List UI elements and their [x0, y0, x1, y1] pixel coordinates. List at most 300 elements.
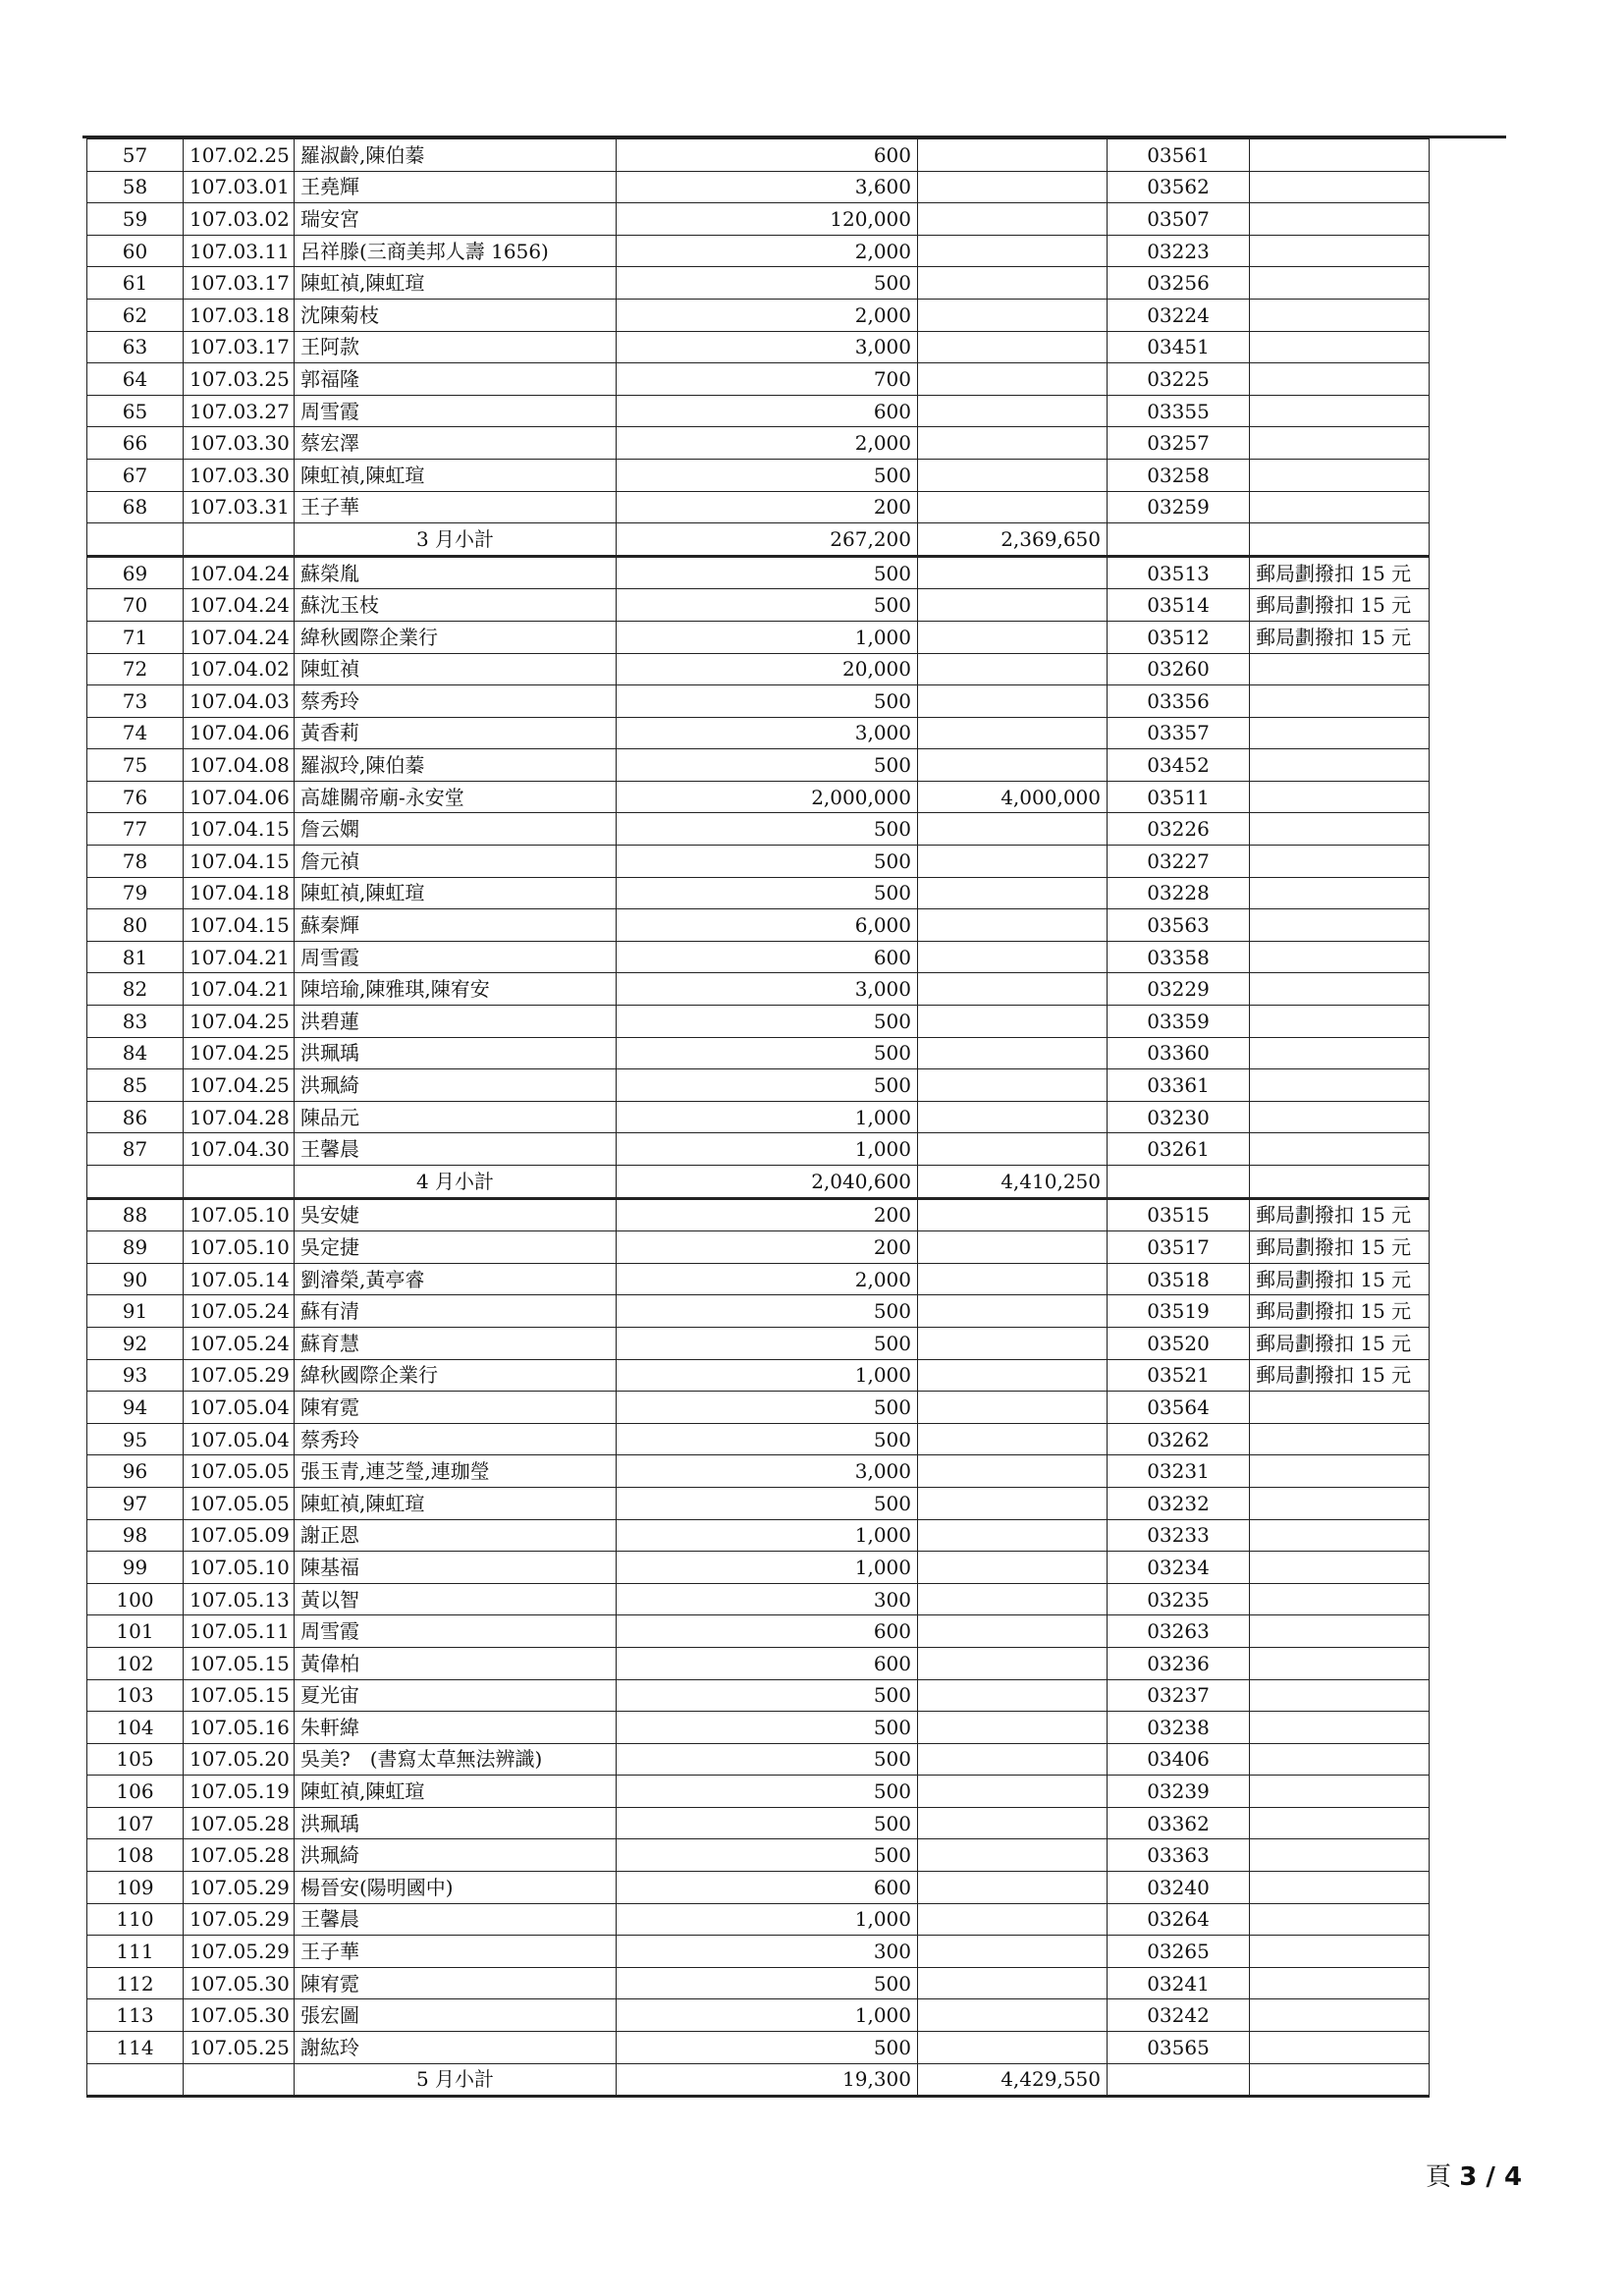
- table-row: [87, 1872, 1430, 1904]
- table-row: [87, 1101, 1430, 1133]
- entry-number: 97: [87, 1487, 184, 1519]
- receipt-number: 03230: [1108, 1101, 1250, 1133]
- entry-date: 107.03.02: [184, 203, 295, 236]
- donor-name: 緯秋國際企業行: [295, 1359, 617, 1392]
- donor-name: 高雄關帝廟-永安堂: [295, 781, 617, 813]
- remark: [1250, 235, 1430, 267]
- table-row: [87, 1615, 1430, 1648]
- donor-name: 陳虹禎,陳虹瑄: [295, 267, 617, 300]
- donation-amount: 2,000,000: [617, 781, 918, 813]
- remark: [1250, 973, 1430, 1006]
- donation-amount: 1,000: [617, 1519, 918, 1552]
- cumulative-total: [918, 1069, 1108, 1102]
- donor-name: 羅淑齡,陳伯蓁: [295, 139, 617, 172]
- cumulative-total: 2,369,650: [918, 523, 1108, 557]
- receipt-number: 03520: [1108, 1327, 1250, 1359]
- donation-amount: 500: [617, 1839, 918, 1872]
- receipt-number: 03258: [1108, 459, 1250, 491]
- entry-number: 67: [87, 459, 184, 491]
- remark: [1250, 427, 1430, 460]
- receipt-number: 03562: [1108, 171, 1250, 203]
- cumulative-total: [918, 1583, 1108, 1615]
- donation-amount: 2,000: [617, 1263, 918, 1295]
- entry-number: 106: [87, 1776, 184, 1808]
- remark: [1250, 267, 1430, 300]
- donation-amount: 500: [617, 1679, 918, 1712]
- remark: [1250, 1487, 1430, 1519]
- entry-number: 81: [87, 941, 184, 973]
- donor-name: 沈陳菊枝: [295, 299, 617, 331]
- entry-number: 110: [87, 1903, 184, 1936]
- entry-number: 75: [87, 749, 184, 782]
- remark: [1250, 1743, 1430, 1776]
- receipt-number: 03224: [1108, 299, 1250, 331]
- receipt-number: 03232: [1108, 1487, 1250, 1519]
- entry-date: 107.04.21: [184, 941, 295, 973]
- donor-name: 洪珮綺: [295, 1069, 617, 1102]
- table-row: [87, 846, 1430, 878]
- remark: [1250, 1519, 1430, 1552]
- donation-amount: 3,000: [617, 1455, 918, 1488]
- subtotal-row: [87, 523, 1430, 557]
- donor-name: 陳虹禎,陳虹瑄: [295, 1487, 617, 1519]
- remark: 郵局劃撥扣 15 元: [1250, 1295, 1430, 1328]
- entry-number: 107: [87, 1807, 184, 1839]
- table-row: [87, 1743, 1430, 1776]
- receipt-number: 03507: [1108, 203, 1250, 236]
- donor-name: 王堯輝: [295, 171, 617, 203]
- remark: [1250, 685, 1430, 718]
- remark: [1250, 941, 1430, 973]
- table-row: [87, 781, 1430, 813]
- receipt-number: 03242: [1108, 1999, 1250, 2032]
- entry-number: 94: [87, 1392, 184, 1424]
- entry-number: 88: [87, 1198, 184, 1231]
- donation-amount: 500: [617, 813, 918, 846]
- entry-date: 107.04.03: [184, 685, 295, 718]
- donor-name: 吳定捷: [295, 1231, 617, 1264]
- table-row: [87, 556, 1430, 589]
- table-row: [87, 1295, 1430, 1328]
- entry-date: 107.04.25: [184, 1006, 295, 1038]
- donor-name: 黃以智: [295, 1583, 617, 1615]
- entry-date: 107.04.15: [184, 846, 295, 878]
- subtotal-label: 4 月小計: [295, 1166, 617, 1199]
- receipt-number: 03521: [1108, 1359, 1250, 1392]
- cumulative-total: [918, 653, 1108, 685]
- entry-number: 105: [87, 1743, 184, 1776]
- donor-name: 王子華: [295, 1936, 617, 1968]
- donation-amount: 1,000: [617, 1133, 918, 1166]
- table-row: [87, 1327, 1430, 1359]
- remark: [1250, 1872, 1430, 1904]
- cumulative-total: [918, 621, 1108, 653]
- cumulative-total: [918, 1839, 1108, 1872]
- receipt-number: 03265: [1108, 1936, 1250, 1968]
- cumulative-total: [918, 1679, 1108, 1712]
- donor-name: 陳虹禎,陳虹瑄: [295, 877, 617, 909]
- entry-number: 109: [87, 1872, 184, 1904]
- remark: 郵局劃撥扣 15 元: [1250, 1263, 1430, 1295]
- table-row: [87, 267, 1430, 300]
- donor-name: 夏光宙: [295, 1679, 617, 1712]
- cumulative-total: [918, 267, 1108, 300]
- donation-amount: 300: [617, 1583, 918, 1615]
- entry-number: 112: [87, 1967, 184, 1999]
- subtotal-row: [87, 2063, 1430, 2097]
- remark: [1250, 1583, 1430, 1615]
- donor-name: 陳虹禎,陳虹瑄: [295, 1776, 617, 1808]
- receipt-number: 03223: [1108, 235, 1250, 267]
- entry-date: 107.03.25: [184, 363, 295, 396]
- cumulative-total: [918, 1455, 1108, 1488]
- donation-amount: 500: [617, 1006, 918, 1038]
- table-row: [87, 653, 1430, 685]
- entry-number: 60: [87, 235, 184, 267]
- table-row: [87, 941, 1430, 973]
- remark: 郵局劃撥扣 15 元: [1250, 1327, 1430, 1359]
- entry-date: 107.05.28: [184, 1839, 295, 1872]
- remark: 郵局劃撥扣 15 元: [1250, 1359, 1430, 1392]
- donor-name: 吳安婕: [295, 1198, 617, 1231]
- remark: [1250, 1776, 1430, 1808]
- cumulative-total: [918, 1101, 1108, 1133]
- receipt-number: 03240: [1108, 1872, 1250, 1904]
- donation-amount: 500: [617, 1967, 918, 1999]
- donor-name: 陳虹禎,陳虹瑄: [295, 459, 617, 491]
- entry-number: 84: [87, 1037, 184, 1069]
- receipt-number: 03356: [1108, 685, 1250, 718]
- entry-number: 86: [87, 1101, 184, 1133]
- entry-date: 107.04.15: [184, 909, 295, 942]
- entry-date: 107.05.09: [184, 1519, 295, 1552]
- cumulative-total: [918, 589, 1108, 622]
- table-row: [87, 1839, 1430, 1872]
- donor-name: 詹云嫻: [295, 813, 617, 846]
- receipt-number: 03261: [1108, 1133, 1250, 1166]
- receipt-number: 03511: [1108, 781, 1250, 813]
- entry-date: 107.04.25: [184, 1069, 295, 1102]
- cumulative-total: [918, 491, 1108, 523]
- donor-name: 洪珮瑀: [295, 1037, 617, 1069]
- donor-name: 羅淑玲,陳伯蓁: [295, 749, 617, 782]
- remark: [1250, 1807, 1430, 1839]
- entry-date: 107.05.30: [184, 1999, 295, 2032]
- table-row: [87, 2032, 1430, 2064]
- entry-date: 107.05.04: [184, 1392, 295, 1424]
- remark: [1250, 1392, 1430, 1424]
- entry-number: 101: [87, 1615, 184, 1648]
- table-row: [87, 1487, 1430, 1519]
- cumulative-total: 4,410,250: [918, 1166, 1108, 1199]
- cumulative-total: [918, 877, 1108, 909]
- entry-number: 91: [87, 1295, 184, 1328]
- donor-name: 吳美? (書寫太草無法辨識): [295, 1743, 617, 1776]
- donation-amount: 600: [617, 139, 918, 172]
- donor-name: 王馨晨: [295, 1903, 617, 1936]
- table-row: [87, 1552, 1430, 1584]
- table-row: [87, 1069, 1430, 1102]
- remark: 郵局劃撥扣 15 元: [1250, 589, 1430, 622]
- receipt-number: 03235: [1108, 1583, 1250, 1615]
- donation-amount: 500: [617, 846, 918, 878]
- donor-name: 周雪霞: [295, 941, 617, 973]
- remark: [1250, 1839, 1430, 1872]
- donation-amount: 1,000: [617, 621, 918, 653]
- entry-number: 62: [87, 299, 184, 331]
- table-row: [87, 139, 1430, 172]
- receipt-number: 03561: [1108, 139, 1250, 172]
- cumulative-total: [918, 1327, 1108, 1359]
- cumulative-total: [918, 203, 1108, 236]
- donation-amount: 600: [617, 1647, 918, 1679]
- donation-amount: 600: [617, 941, 918, 973]
- receipt-number: 03231: [1108, 1455, 1250, 1488]
- entry-date: 107.05.19: [184, 1776, 295, 1808]
- receipt-number: 03513: [1108, 556, 1250, 589]
- table-row: [87, 1392, 1430, 1424]
- remark: [1250, 1037, 1430, 1069]
- table-row: [87, 235, 1430, 267]
- receipt-number: 03564: [1108, 1392, 1250, 1424]
- cumulative-total: [918, 846, 1108, 878]
- receipt-number: 03239: [1108, 1776, 1250, 1808]
- receipt-number: 03227: [1108, 846, 1250, 878]
- table-row: [87, 331, 1430, 363]
- table-row: [87, 491, 1430, 523]
- receipt-number: [1108, 2063, 1250, 2097]
- entry-number: 95: [87, 1423, 184, 1455]
- donor-name: 黃香莉: [295, 717, 617, 749]
- table-row: [87, 1903, 1430, 1936]
- cumulative-total: [918, 1872, 1108, 1904]
- donation-ledger-table: [86, 138, 1430, 2098]
- page-number: [1426, 2157, 1522, 2193]
- donation-amount: 120,000: [617, 203, 918, 236]
- donor-name: 王阿款: [295, 331, 617, 363]
- page-count: 3 / 4: [1459, 2162, 1523, 2192]
- entry-number: 87: [87, 1133, 184, 1166]
- remark: [1250, 846, 1430, 878]
- cumulative-total: [918, 1198, 1108, 1231]
- remark: [1250, 1006, 1430, 1038]
- entry-number: 76: [87, 781, 184, 813]
- cumulative-total: [918, 1552, 1108, 1584]
- cumulative-total: [918, 941, 1108, 973]
- receipt-number: 03241: [1108, 1967, 1250, 1999]
- table-row: [87, 395, 1430, 427]
- receipt-number: 03263: [1108, 1615, 1250, 1648]
- table-row: [87, 299, 1430, 331]
- donation-amount: 1,000: [617, 1903, 918, 1936]
- table-row: [87, 1999, 1430, 2032]
- entry-date: 107.04.24: [184, 621, 295, 653]
- entry-date: 107.03.17: [184, 267, 295, 300]
- remark: [1250, 299, 1430, 331]
- cumulative-total: [918, 427, 1108, 460]
- cumulative-total: [918, 1133, 1108, 1166]
- cumulative-total: [918, 1712, 1108, 1744]
- entry-number: 66: [87, 427, 184, 460]
- entry-number: 90: [87, 1263, 184, 1295]
- table-row: [87, 1967, 1430, 1999]
- remark: [1250, 1936, 1430, 1968]
- entry-number: 69: [87, 556, 184, 589]
- donation-amount: 6,000: [617, 909, 918, 942]
- donation-amount: 2,040,600: [617, 1166, 918, 1199]
- table-row: [87, 589, 1430, 622]
- entry-date: 107.05.20: [184, 1743, 295, 1776]
- receipt-number: 03362: [1108, 1807, 1250, 1839]
- entry-date: 107.05.10: [184, 1198, 295, 1231]
- donor-name: 蔡秀玲: [295, 685, 617, 718]
- table-row: [87, 1359, 1430, 1392]
- entry-date: 107.03.31: [184, 491, 295, 523]
- receipt-number: 03357: [1108, 717, 1250, 749]
- remark: [1250, 1166, 1430, 1199]
- entry-number: 100: [87, 1583, 184, 1615]
- entry-date: 107.05.11: [184, 1615, 295, 1648]
- entry-number: 96: [87, 1455, 184, 1488]
- donation-amount: 1,000: [617, 1359, 918, 1392]
- donation-amount: 3,000: [617, 331, 918, 363]
- entry-number: 72: [87, 653, 184, 685]
- entry-date: 107.04.25: [184, 1037, 295, 1069]
- receipt-number: 03518: [1108, 1263, 1250, 1295]
- receipt-number: 03234: [1108, 1552, 1250, 1584]
- cumulative-total: [918, 813, 1108, 846]
- receipt-number: 03260: [1108, 653, 1250, 685]
- donor-name: 王馨晨: [295, 1133, 617, 1166]
- entry-date: 107.03.17: [184, 331, 295, 363]
- donation-amount: 19,300: [617, 2063, 918, 2097]
- table-row: [87, 717, 1430, 749]
- donor-name: 謝正恩: [295, 1519, 617, 1552]
- remark: [1250, 203, 1430, 236]
- receipt-number: 03363: [1108, 1839, 1250, 1872]
- donor-name: 詹元禎: [295, 846, 617, 878]
- donation-amount: 1,000: [617, 1101, 918, 1133]
- cumulative-total: [918, 556, 1108, 589]
- entry-date: 107.05.05: [184, 1487, 295, 1519]
- entry-number: 59: [87, 203, 184, 236]
- remark: [1250, 523, 1430, 557]
- cumulative-total: [918, 717, 1108, 749]
- table-row: [87, 1807, 1430, 1839]
- remark: [1250, 717, 1430, 749]
- receipt-number: 03238: [1108, 1712, 1250, 1744]
- donation-amount: 500: [617, 749, 918, 782]
- entry-number: 99: [87, 1552, 184, 1584]
- donor-name: 謝紘玲: [295, 2032, 617, 2064]
- remark: [1250, 1903, 1430, 1936]
- remark: [1250, 653, 1430, 685]
- remark: [1250, 1647, 1430, 1679]
- entry-number: 85: [87, 1069, 184, 1102]
- donation-amount: 500: [617, 685, 918, 718]
- entry-date: 107.04.30: [184, 1133, 295, 1166]
- remark: [1250, 1967, 1430, 1999]
- table-row: [87, 1679, 1430, 1712]
- cumulative-total: [918, 1487, 1108, 1519]
- entry-date: 107.05.16: [184, 1712, 295, 1744]
- donation-amount: 3,600: [617, 171, 918, 203]
- entry-date: 107.05.28: [184, 1807, 295, 1839]
- table-row: [87, 1198, 1430, 1231]
- entry-date: 107.05.10: [184, 1552, 295, 1584]
- entry-date: 107.04.08: [184, 749, 295, 782]
- receipt-number: 03262: [1108, 1423, 1250, 1455]
- cumulative-total: [918, 1392, 1108, 1424]
- cumulative-total: [918, 299, 1108, 331]
- entry-date: 107.05.13: [184, 1583, 295, 1615]
- receipt-number: 03225: [1108, 363, 1250, 396]
- entry-date: [184, 2063, 295, 2097]
- entry-number: 82: [87, 973, 184, 1006]
- entry-date: 107.03.18: [184, 299, 295, 331]
- donor-name: 張玉青,連芝瑩,連珈瑩: [295, 1455, 617, 1488]
- donation-amount: 267,200: [617, 523, 918, 557]
- donation-amount: 500: [617, 1327, 918, 1359]
- entry-date: 107.02.25: [184, 139, 295, 172]
- table-row: [87, 427, 1430, 460]
- entry-number: 104: [87, 1712, 184, 1744]
- table-row: [87, 459, 1430, 491]
- donor-name: 周雪霞: [295, 395, 617, 427]
- table-row: [87, 877, 1430, 909]
- donation-amount: 500: [617, 1392, 918, 1424]
- entry-date: 107.04.15: [184, 813, 295, 846]
- donation-amount: 500: [617, 1776, 918, 1808]
- entry-date: 107.05.15: [184, 1647, 295, 1679]
- entry-date: 107.03.30: [184, 427, 295, 460]
- entry-number: 89: [87, 1231, 184, 1264]
- table-row: [87, 813, 1430, 846]
- receipt-number: 03264: [1108, 1903, 1250, 1936]
- donor-name: 蘇秦輝: [295, 909, 617, 942]
- entry-date: [184, 523, 295, 557]
- donor-name: 洪珮瑀: [295, 1807, 617, 1839]
- donation-amount: 500: [617, 589, 918, 622]
- donation-amount: 200: [617, 1231, 918, 1264]
- remark: [1250, 749, 1430, 782]
- receipt-number: 03226: [1108, 813, 1250, 846]
- donor-name: 蘇沈玉枝: [295, 589, 617, 622]
- remark: [1250, 1101, 1430, 1133]
- subtotal-row: [87, 1166, 1430, 1199]
- table-row: [87, 1583, 1430, 1615]
- remark: [1250, 877, 1430, 909]
- cumulative-total: [918, 909, 1108, 942]
- entry-number: 103: [87, 1679, 184, 1712]
- entry-number: 63: [87, 331, 184, 363]
- donation-amount: 300: [617, 1936, 918, 1968]
- entry-number: 83: [87, 1006, 184, 1038]
- receipt-number: 03519: [1108, 1295, 1250, 1328]
- donation-amount: 2,000: [617, 299, 918, 331]
- donor-name: 陳培瑜,陳雅琪,陳宥安: [295, 973, 617, 1006]
- entry-number: 79: [87, 877, 184, 909]
- entry-number: 111: [87, 1936, 184, 1968]
- cumulative-total: [918, 685, 1108, 718]
- entry-date: 107.05.29: [184, 1359, 295, 1392]
- donor-name: 陳宥霓: [295, 1392, 617, 1424]
- receipt-number: 03452: [1108, 749, 1250, 782]
- cumulative-total: [918, 1615, 1108, 1648]
- entry-number: 70: [87, 589, 184, 622]
- cumulative-total: [918, 2032, 1108, 2064]
- remark: 郵局劃撥扣 15 元: [1250, 556, 1430, 589]
